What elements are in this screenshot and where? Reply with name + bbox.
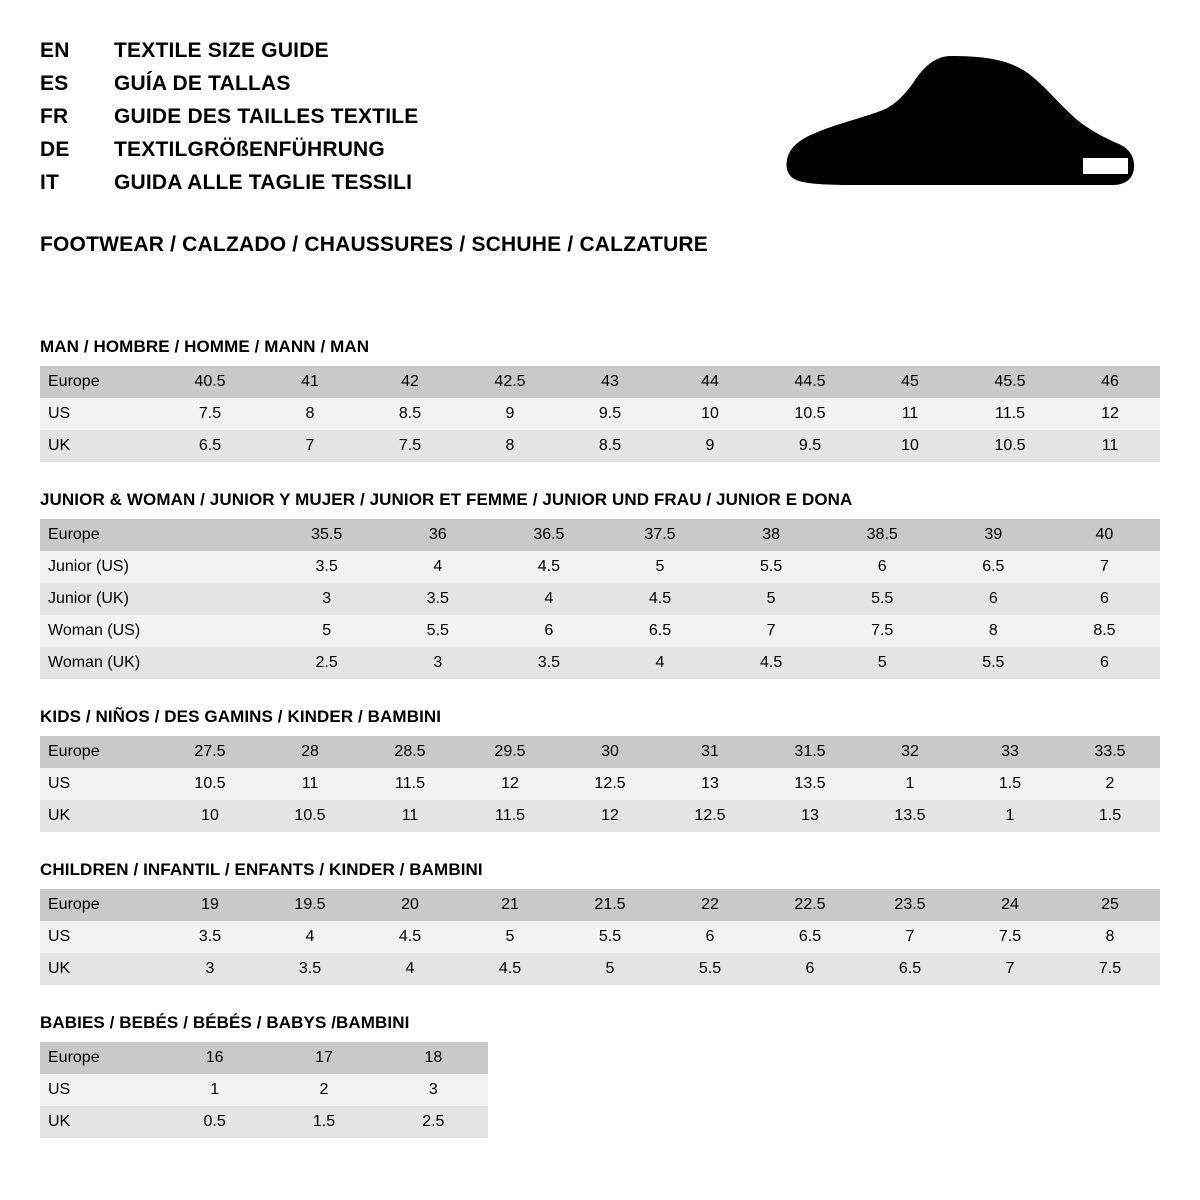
cell: 5	[604, 551, 715, 583]
cell: 7.5	[1060, 953, 1160, 985]
cell: 11	[260, 768, 360, 800]
cell: 22	[660, 889, 760, 921]
row-label: Europe	[40, 736, 160, 768]
cell: 20	[360, 889, 460, 921]
table-block-junior-woman	[40, 490, 1160, 679]
cell: 5.5	[560, 921, 660, 953]
cell: 37.5	[604, 519, 715, 551]
cell: 6	[827, 551, 938, 583]
cell: 5.5	[382, 615, 493, 647]
cell: 17	[269, 1042, 378, 1074]
table-caption: JUNIOR & WOMAN / JUNIOR Y MUJER / JUNIOR ET FEMME / JUNIOR UND FRAU / JUNIOR E DONA	[40, 490, 853, 509]
cell	[160, 551, 271, 583]
cell: 3.5	[260, 953, 360, 985]
cell: 44	[660, 366, 760, 398]
cell: 7.5	[360, 430, 460, 462]
cell: 35.5	[271, 519, 382, 551]
language-label: GUÍA DE TALLAS	[114, 72, 291, 95]
row-label: Woman (UK)	[40, 647, 160, 679]
cell: 13.5	[760, 768, 860, 800]
cell: 6	[1049, 647, 1160, 679]
cell: 38.5	[827, 519, 938, 551]
language-code: IT	[40, 171, 60, 194]
cell: 0.5	[160, 1106, 269, 1138]
size-table-children	[40, 889, 1160, 985]
cell: 10.5	[960, 430, 1060, 462]
row-label: UK	[40, 1106, 160, 1138]
row-label: Junior (UK)	[40, 583, 160, 615]
cell: 18	[379, 1042, 488, 1074]
cell	[160, 647, 271, 679]
cell: 38	[716, 519, 827, 551]
cell: 11.5	[460, 800, 560, 832]
cell: 5	[271, 615, 382, 647]
cell: 19.5	[260, 889, 360, 921]
table-block-children	[40, 860, 1160, 985]
cell: 1.5	[269, 1106, 378, 1138]
cell: 9.5	[560, 398, 660, 430]
cell: 1	[160, 1074, 269, 1106]
table-row	[40, 1042, 488, 1074]
cell: 6	[493, 615, 604, 647]
row-label: US	[40, 398, 160, 430]
dress-shoe-icon	[783, 48, 1138, 188]
cell: 3	[160, 953, 260, 985]
cell: 4.5	[493, 551, 604, 583]
table-caption: KIDS / NIÑOS / DES GAMINS / KINDER / BAMBINI	[40, 707, 442, 726]
cell: 6.5	[860, 953, 960, 985]
cell: 5	[827, 647, 938, 679]
size-table-junior-woman	[40, 519, 1160, 679]
cell: 5	[460, 921, 560, 953]
table-row	[40, 921, 1160, 953]
cell: 9	[460, 398, 560, 430]
table-block-babies	[40, 1013, 1160, 1138]
cell: 10	[160, 800, 260, 832]
table-row	[40, 551, 1160, 583]
cell: 7	[1049, 551, 1160, 583]
cell: 27.5	[160, 736, 260, 768]
table-row	[40, 519, 1160, 551]
cell: 13.5	[860, 800, 960, 832]
cell: 7	[960, 953, 1060, 985]
cell: 28.5	[360, 736, 460, 768]
cell: 31.5	[760, 736, 860, 768]
cell: 4.5	[716, 647, 827, 679]
cell: 8	[938, 615, 1049, 647]
row-label: Europe	[40, 1042, 160, 1074]
cell: 45	[860, 366, 960, 398]
row-label: Junior (US)	[40, 551, 160, 583]
cell: 40	[1049, 519, 1160, 551]
cell: 11	[1060, 430, 1160, 462]
size-table-man	[40, 366, 1160, 462]
language-code: DE	[40, 138, 70, 161]
page-title: FOOTWEAR / CALZADO / CHAUSSURES / SCHUHE / CALZATURE	[40, 233, 709, 256]
cell: 45.5	[960, 366, 1060, 398]
table-row	[40, 398, 1160, 430]
size-table-babies	[40, 1042, 488, 1138]
table-row	[40, 768, 1160, 800]
cell: 7.5	[827, 615, 938, 647]
cell: 4.5	[360, 921, 460, 953]
cell: 36	[382, 519, 493, 551]
cell: 10	[860, 430, 960, 462]
cell: 28	[260, 736, 360, 768]
table-row	[40, 800, 1160, 832]
cell: 4	[260, 921, 360, 953]
cell: 8.5	[360, 398, 460, 430]
language-label: GUIDA ALLE TAGLIE TESSILI	[114, 171, 413, 194]
cell: 33	[960, 736, 1060, 768]
table-caption: BABIES / BEBÉS / BÉBÉS / BABYS /BAMBINI	[40, 1013, 410, 1032]
cell: 5	[716, 583, 827, 615]
cell: 5.5	[938, 647, 1049, 679]
cell: 11	[860, 398, 960, 430]
row-label: US	[40, 768, 160, 800]
row-label: US	[40, 921, 160, 953]
table-row	[40, 615, 1160, 647]
cell: 19	[160, 889, 260, 921]
row-label: Europe	[40, 889, 160, 921]
cell: 41	[260, 366, 360, 398]
cell: 8.5	[560, 430, 660, 462]
cell: 8.5	[1049, 615, 1160, 647]
cell: 25	[1060, 889, 1160, 921]
cell: 1	[860, 768, 960, 800]
table-row	[40, 430, 1160, 462]
cell: 22.5	[760, 889, 860, 921]
cell: 46	[1060, 366, 1160, 398]
cell: 33.5	[1060, 736, 1160, 768]
size-table-kids	[40, 736, 1160, 832]
language-label: GUIDE DES TAILLES TEXTILE	[114, 105, 419, 128]
cell: 21	[460, 889, 560, 921]
cell: 12	[460, 768, 560, 800]
cell: 11.5	[960, 398, 1060, 430]
cell: 1	[960, 800, 1060, 832]
cell: 5.5	[660, 953, 760, 985]
table-row	[40, 953, 1160, 985]
row-label: UK	[40, 800, 160, 832]
cell	[160, 615, 271, 647]
language-code: FR	[40, 105, 69, 128]
row-label: UK	[40, 430, 160, 462]
row-label: Europe	[40, 519, 160, 551]
cell: 11	[360, 800, 460, 832]
cell: 7	[260, 430, 360, 462]
cell: 4.5	[604, 583, 715, 615]
cell: 9.5	[760, 430, 860, 462]
cell: 6	[760, 953, 860, 985]
cell: 13	[660, 768, 760, 800]
cell: 4	[382, 551, 493, 583]
cell: 44.5	[760, 366, 860, 398]
cell: 5.5	[827, 583, 938, 615]
cell: 42.5	[460, 366, 560, 398]
table-row	[40, 889, 1160, 921]
cell: 12.5	[560, 768, 660, 800]
cell: 23.5	[860, 889, 960, 921]
cell: 24	[960, 889, 1060, 921]
cell: 3.5	[271, 551, 382, 583]
cell: 3	[271, 583, 382, 615]
cell: 4	[604, 647, 715, 679]
cell: 21.5	[560, 889, 660, 921]
cell: 1.5	[1060, 800, 1160, 832]
table-caption: MAN / HOMBRE / HOMME / MANN / MAN	[40, 337, 370, 356]
cell: 9	[660, 430, 760, 462]
cell: 2	[269, 1074, 378, 1106]
row-label: UK	[40, 953, 160, 985]
table-caption: CHILDREN / INFANTIL / ENFANTS / KINDER / BAMBINI	[40, 860, 483, 879]
cell: 2.5	[271, 647, 382, 679]
cell: 16	[160, 1042, 269, 1074]
cell: 8	[260, 398, 360, 430]
row-label: Europe	[40, 366, 160, 398]
cell: 42	[360, 366, 460, 398]
cell: 10.5	[760, 398, 860, 430]
language-label: TEXTILE SIZE GUIDE	[114, 39, 329, 62]
table-row	[40, 366, 1160, 398]
cell: 7.5	[160, 398, 260, 430]
cell: 5	[560, 953, 660, 985]
cell: 12	[560, 800, 660, 832]
cell: 36.5	[493, 519, 604, 551]
table-row	[40, 1106, 488, 1138]
cell: 2.5	[379, 1106, 488, 1138]
cell: 3	[379, 1074, 488, 1106]
table-row	[40, 1074, 488, 1106]
cell: 6.5	[760, 921, 860, 953]
cell: 6.5	[604, 615, 715, 647]
cell: 12.5	[660, 800, 760, 832]
cell: 7	[716, 615, 827, 647]
cell	[160, 583, 271, 615]
cell: 4.5	[460, 953, 560, 985]
cell: 43	[560, 366, 660, 398]
cell: 3.5	[160, 921, 260, 953]
language-code: ES	[40, 72, 69, 95]
cell: 31	[660, 736, 760, 768]
cell: 29.5	[460, 736, 560, 768]
cell: 4	[493, 583, 604, 615]
cell	[160, 519, 271, 551]
cell: 32	[860, 736, 960, 768]
cell: 10.5	[160, 768, 260, 800]
table-row	[40, 736, 1160, 768]
row-label: Woman (US)	[40, 615, 160, 647]
table-row	[40, 583, 1160, 615]
language-code: EN	[40, 39, 70, 62]
cell: 12	[1060, 398, 1160, 430]
cell: 3.5	[382, 583, 493, 615]
cell: 30	[560, 736, 660, 768]
language-label: TEXTILGRÖßENFÜHRUNG	[114, 138, 385, 161]
cell: 3.5	[493, 647, 604, 679]
table-block-man	[40, 337, 1160, 462]
cell: 6	[938, 583, 1049, 615]
cell: 3	[382, 647, 493, 679]
cell: 1.5	[960, 768, 1060, 800]
cell: 10	[660, 398, 760, 430]
cell: 4	[360, 953, 460, 985]
cell: 7	[860, 921, 960, 953]
cell: 2	[1060, 768, 1160, 800]
cell: 7.5	[960, 921, 1060, 953]
cell: 11.5	[360, 768, 460, 800]
cell: 40.5	[160, 366, 260, 398]
cell: 39	[938, 519, 1049, 551]
cell: 5.5	[716, 551, 827, 583]
cell: 8	[460, 430, 560, 462]
cell: 13	[760, 800, 860, 832]
cell: 10.5	[260, 800, 360, 832]
cell: 8	[1060, 921, 1160, 953]
cell: 6	[1049, 583, 1160, 615]
table-block-kids	[40, 707, 1160, 832]
cell: 6.5	[160, 430, 260, 462]
cell: 6.5	[938, 551, 1049, 583]
page-header	[40, 34, 1160, 257]
table-row	[40, 647, 1160, 679]
row-label: US	[40, 1074, 160, 1106]
cell: 6	[660, 921, 760, 953]
